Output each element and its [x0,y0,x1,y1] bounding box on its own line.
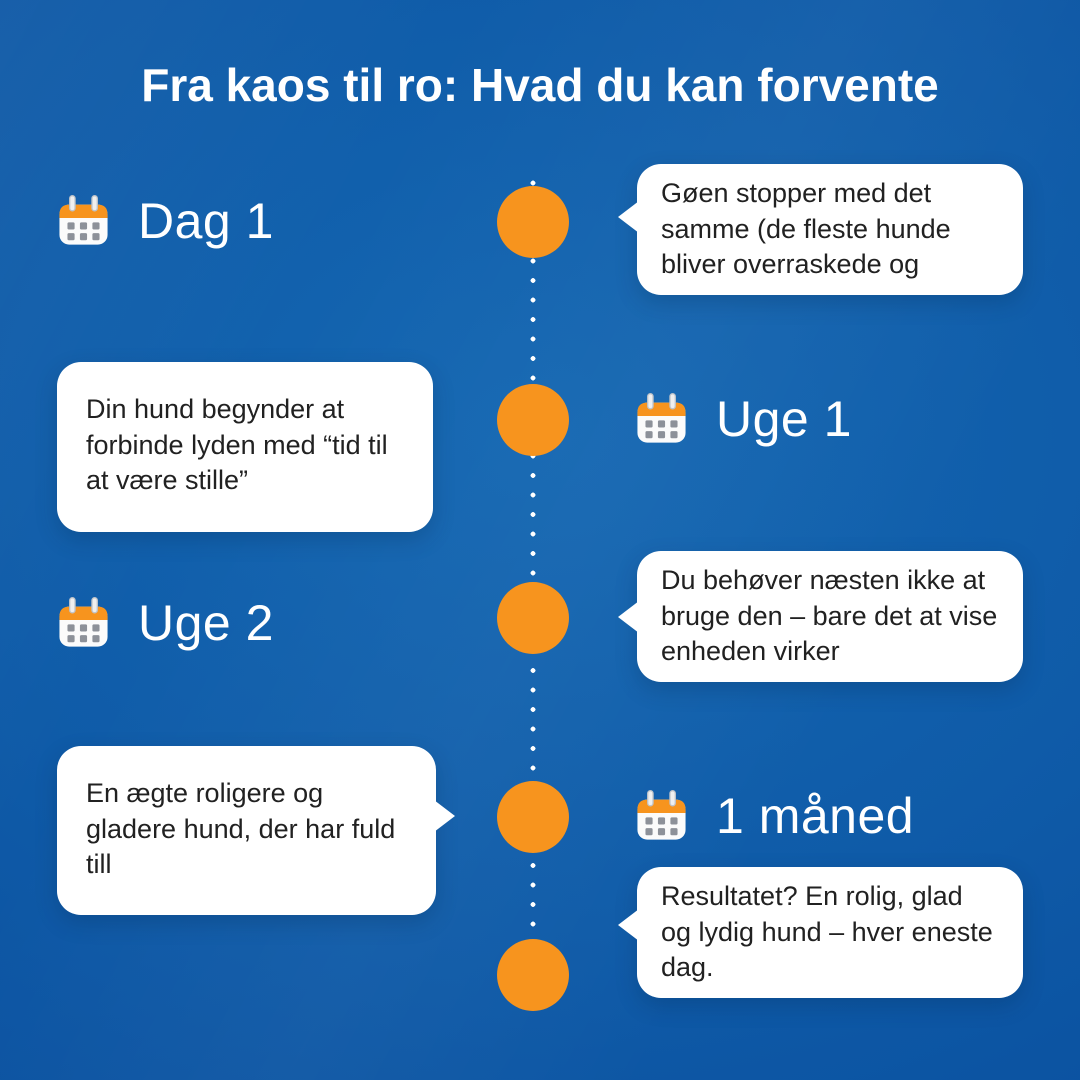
speech-bubble-1 [637,164,1023,295]
calendar-icon [633,391,690,448]
milestone-label: Dag 1 [138,193,274,249]
timeline-node-4 [497,781,569,853]
speech-bubble-3 [637,551,1023,682]
bubble-tail [618,601,639,633]
calendar-icon [55,595,112,652]
bubble-text: Din hund begynder at forbinde lyden med “tid til at være stille” [86,394,388,496]
milestone-label: Uge 2 [138,595,274,651]
timeline-node-3 [497,582,569,654]
milestone-uge-1 [633,388,852,450]
speech-bubble-2 [57,362,433,532]
timeline-node-1 [497,186,569,258]
bubble-text: Resultatet? En rolig, glad og lydig hund – hver eneste dag. [661,881,993,983]
bubble-text: Du behøver næsten ikke at bruge den – bare det at vise enheden virker [661,565,998,667]
bubble-text: En ægte roligere og gladere hund, der har fuld till [86,778,396,880]
calendar-icon [55,193,112,250]
speech-bubble-4 [57,746,436,915]
speech-bubble-5 [637,867,1023,998]
milestone-label: 1 måned [716,788,915,844]
page-title: Fra kaos til ro: Hvad du kan forvente [141,59,939,111]
milestone-dag-1 [55,190,274,252]
calendar-icon [633,788,690,845]
milestone-uge-2 [55,592,274,654]
bubble-tail [434,800,455,832]
milestone-1-maaned [633,785,914,847]
timeline-node-5 [497,939,569,1011]
bubble-tail [618,201,639,233]
milestone-label: Uge 1 [716,391,852,447]
timeline-node-2 [497,384,569,456]
bubble-tail [618,909,639,941]
bubble-text: Gøen stopper med det samme (de fleste hunde bliver overraskede og [661,178,951,280]
